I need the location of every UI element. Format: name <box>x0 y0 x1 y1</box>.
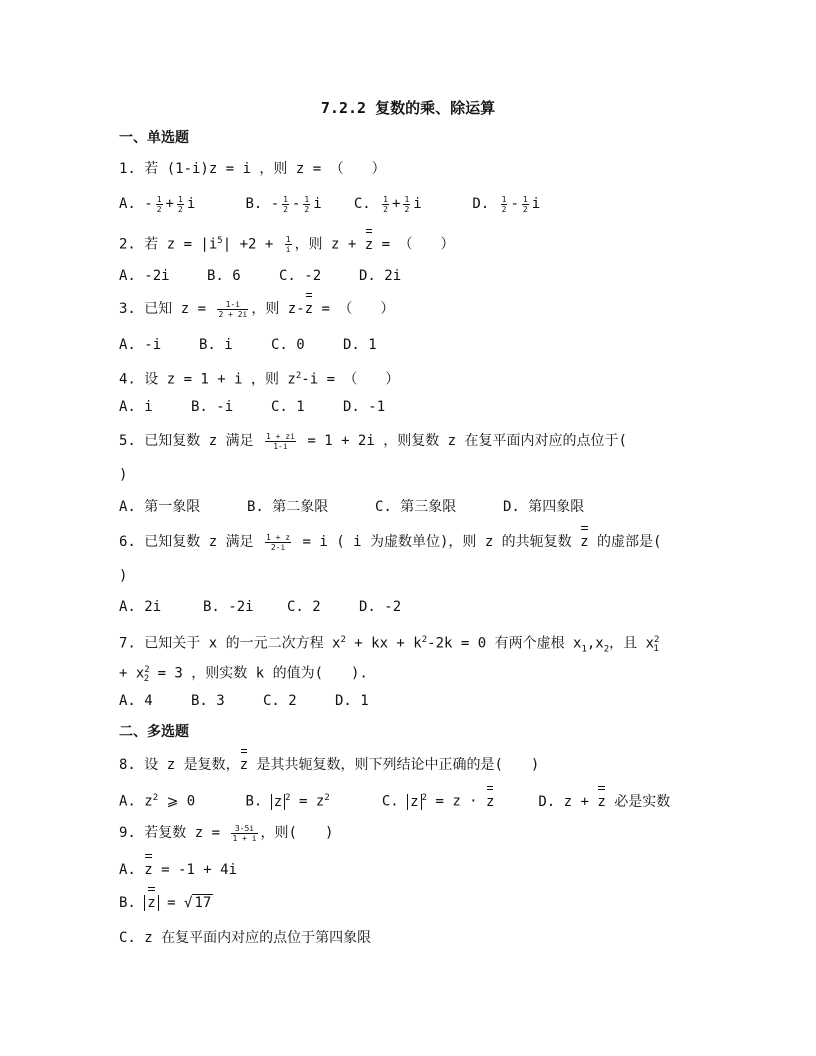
q5-options <box>119 497 584 517</box>
question-5: 5. 已知复数 z 满足 $\frac{1 + zi}{1-i}$ = 1 + 2i ，则复数 z 在复平面内对应的点位于( <box>119 431 627 451</box>
conjugate-z: z <box>144 862 153 878</box>
question-6-cont: ) <box>119 568 128 584</box>
q3-options <box>119 335 377 355</box>
q4-option-d: D. -1 <box>343 399 386 415</box>
q3-option-d: D. 1 <box>343 337 377 353</box>
question-6: 6. 已知复数 z 满足 $\frac{1 + z}{2-i}$ = i ( i 为虚数单位)，则 z 的共轭复数 z 的虚部是( <box>119 532 662 552</box>
q9-option-b: B. z = √ 17 <box>119 895 212 911</box>
section-single-choice: 一、单选题 <box>119 130 189 146</box>
q2-option-b: B. 6 <box>207 268 241 284</box>
q6-option-c: C. 2 <box>287 599 321 615</box>
q1-options <box>119 194 540 214</box>
conjugate-z: z <box>239 757 249 773</box>
conjugate-z: z <box>364 236 374 253</box>
q4-option-c: C. 1 <box>271 399 305 415</box>
q2-option-c: C. -2 <box>279 268 322 284</box>
conjugate-z: z <box>580 534 589 550</box>
question-8: 8. 设 z 是复数，z 是其共轭复数，则下列结论中正确的是( ) <box>119 757 540 773</box>
q5-option-b: B. 第二象限 <box>247 499 329 515</box>
question-7-cont: + $x^2_2 = 3$ ，则实数 k 的值为( ). <box>119 665 368 685</box>
q4-options <box>119 397 385 417</box>
sqrt-sign: √ <box>184 895 193 911</box>
q9-option-a: A. z = -1 + 4i <box>119 862 238 878</box>
q2-options <box>119 266 401 286</box>
q5-option-a: A. 第一象限 <box>119 499 201 515</box>
conjugate-z: z <box>304 301 314 317</box>
q6-options <box>119 597 401 617</box>
q1-option-a: A. - $\frac{1}{2}$ + $\frac{1}{2}$ i <box>119 194 196 214</box>
question-7: 7. 已知关于 x 的一元二次方程 $x^2$ + kx + $k^2-2k = 0$ 有两个虚根 $x_1,x_2$，且 $x^2_1$ <box>119 635 660 655</box>
q1-option-d: D. $\frac{1}{2}$ - $\frac{1}{2}$ i <box>472 194 541 214</box>
q4-option-b: B. -i <box>191 399 234 415</box>
conjugate-z: z <box>597 793 606 810</box>
q4-option-a: A. i <box>119 399 153 415</box>
q5-option-d: D. 第四象限 <box>503 499 585 515</box>
q1-option-c: C. $\frac{1}{2}$ + $\frac{1}{2}$ i <box>353 194 422 214</box>
q8-option-a: A. $z^2$ ⩾ 0 <box>119 793 196 810</box>
q8-option-d: D. z + z 必是实数 <box>538 793 671 810</box>
question-9: 9. 若复数 z = $\frac{3-5i}{1 + i}$ ，则( ) <box>119 823 334 843</box>
page-title: 7.2.2 复数的乘、除运算 <box>320 99 496 117</box>
q3-option-c: C. 0 <box>271 337 305 353</box>
q7-option-c: C. 2 <box>263 693 297 709</box>
q7-option-d: D. 1 <box>335 693 369 709</box>
q7-options <box>119 691 369 711</box>
q5-option-c: C. 第三象限 <box>375 499 457 515</box>
conjugate-z: z <box>486 793 495 810</box>
q7-option-b: B. 3 <box>191 693 225 709</box>
conjugate-z: z <box>147 895 156 911</box>
q8-option-c: C. z $^2$ = z · z <box>381 793 495 810</box>
q3-option-b: B. i <box>199 337 233 353</box>
q1-option-b: B. - $\frac{1}{2}$ - $\frac{1}{2}$ i <box>245 194 322 214</box>
q6-option-b: B. -2i <box>203 599 254 615</box>
question-1: 1. 若 (1-i)z = i ，则 z = （ ） <box>119 161 386 177</box>
q9-option-c: C. z 在复平面内对应的点位于第四象限 <box>119 930 372 946</box>
q6-option-d: D. -2 <box>359 599 402 615</box>
question-2: 2. 若 $z = |i^5| +2$ + $\frac{1}{i}$ ，则 z + z = （ ） <box>119 235 455 255</box>
section-multi-choice: 二、多选题 <box>119 724 189 740</box>
q7-option-a: A. 4 <box>119 693 153 709</box>
question-5-cont: ) <box>119 467 128 483</box>
q2-option-a: A. -2i <box>119 268 170 284</box>
q8-options <box>119 788 670 812</box>
question-3: 3. 已知 z = $\frac{1-i}{2 + 2i}$ ，则 z-z = （ ） <box>119 299 395 319</box>
q8-option-b: B. z $^2 = z^2$ <box>245 793 330 810</box>
q2-option-d: D. 2i <box>359 268 402 284</box>
question-4: 4. 设 z = 1 + i ，则 $z^2-i$ = （ ） <box>119 371 400 388</box>
q3-option-a: A. -i <box>119 337 162 353</box>
q6-option-a: A. 2i <box>119 599 162 615</box>
